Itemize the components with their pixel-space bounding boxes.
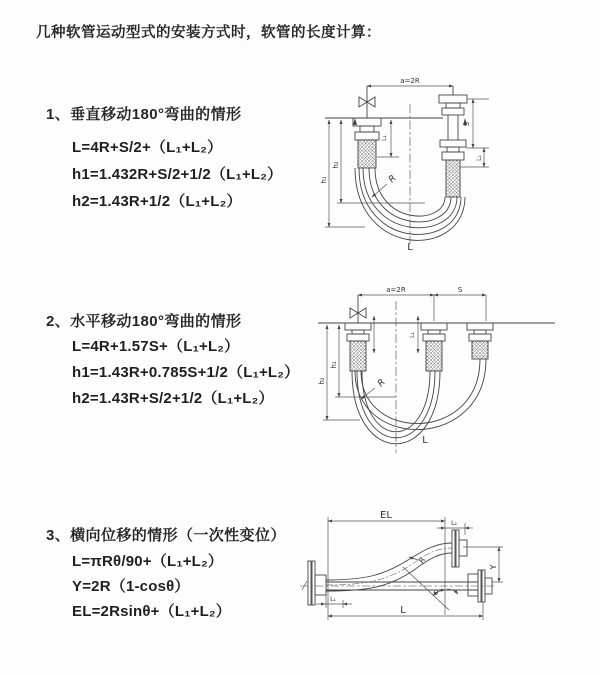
d1-drawing (325, 86, 467, 244)
d2-label-l: L (422, 435, 428, 446)
d1-label-h1: h₁ (320, 176, 328, 184)
d2-dimensions (323, 295, 486, 420)
section-1-formula-h2: h2=1.43R+1/2（L₁+L₂） (72, 193, 242, 210)
d2-label-l1: L₁ (409, 332, 416, 338)
d3-label-y: Y (489, 564, 498, 570)
section-2-heading: 2、水平移动180°弯曲的情形 (46, 313, 242, 330)
section-2-formula-l: L=4R+1.57S+（L₁+L₂） (72, 338, 240, 355)
d2-drawing (318, 295, 555, 453)
section-1-formula-h1: h1=1.432R+S/2+1/2（L₁+L₂） (72, 166, 283, 183)
page-title: 几种软管运动型式的安装方式时，软管的长度计算： (36, 25, 381, 41)
section-3-formula-el: EL=2Rsinθ+（L₁+L₂） (72, 603, 231, 620)
section-3-formula-y: Y=2R（1-cosθ） (72, 578, 190, 595)
d2-label-h2: h₂ (318, 377, 326, 385)
d3-label-theta: θ (433, 589, 439, 597)
section-2-formula-h2: h2=1.43R+S/2+1/2（L₁+L₂） (72, 390, 274, 407)
d3-label-l: L (400, 605, 406, 616)
section-1-formula-l: L=4R+S/2+（L₁+L₂） (72, 139, 223, 156)
d1-label-h2: h₂ (332, 161, 340, 169)
d1-label-s: S (463, 121, 471, 127)
diagram-lateral-displacement (296, 503, 600, 633)
section-2-formula-h1: h1=1.43R+0.785S+1/2（L₁+L₂） (72, 364, 300, 381)
d1-label-a2r: a=2R (400, 77, 420, 85)
d1-label-l: L (407, 242, 413, 253)
d2-label-a2r: a=2R (386, 286, 406, 294)
d1-label-r: R (387, 173, 399, 186)
section-3-formula-l: L=πRθ/90+（L₁+L₂） (72, 553, 224, 570)
d3-label-l1: L₁ (330, 596, 336, 603)
d2-label-s: S (457, 286, 463, 294)
section-1-heading: 1、垂直移动180°弯曲的情形 (46, 106, 242, 123)
d3-label-r: R (416, 555, 428, 565)
d2-label-h1: h₁ (330, 361, 338, 369)
diagram-vertical-180-bend (313, 70, 598, 255)
d2-label-r: R (376, 377, 388, 390)
d3-label-l2: L₂ (451, 520, 457, 527)
d1-label-l1: L₁ (381, 135, 388, 141)
section-3-heading: 3、横向位移的情形（一次性变位） (46, 527, 286, 544)
d1-label-l2: L₂ (476, 155, 483, 161)
d3-dimensions (316, 517, 503, 620)
diagram-horizontal-180-bend (312, 283, 600, 463)
d3-label-el: EL (380, 510, 392, 521)
